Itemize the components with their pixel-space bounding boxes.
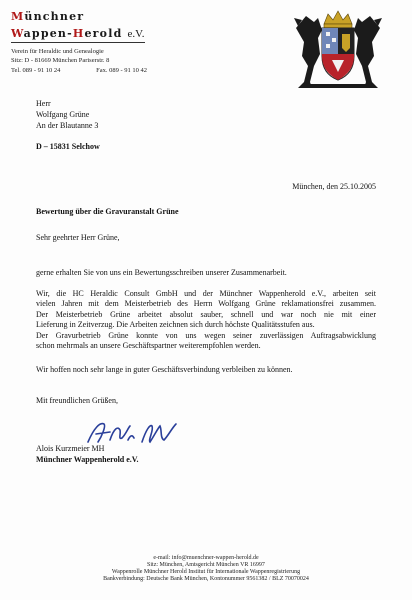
letterhead-accent-letter: W <box>11 27 24 40</box>
letterhead-accent-letter: H <box>72 27 85 40</box>
letterhead-tel: Tel. 089 - 91 10 24 <box>11 67 61 74</box>
letterhead-fax: Fax. 089 - 91 10 42 <box>96 67 147 74</box>
recipient-street: An der Blautanne 3 <box>36 121 99 130</box>
letterhead-subtitle: Verein für Heraldic und Genealogie <box>11 48 104 55</box>
footer-register: Sitz: München, Amtsgericht München VR 16997 <box>147 562 265 568</box>
letterhead-title-word2: appen <box>23 27 68 40</box>
letterhead-title-word3: erold <box>84 27 123 40</box>
letterhead-rule <box>11 42 145 43</box>
footer-email: e-mail: info@muenchner-wappen-herold.de <box>153 555 259 561</box>
letter-intro: gerne erhalten Sie von uns ein Bewertungsschreiben unserer Zusammenarbeit. <box>36 268 287 277</box>
letterhead-title-word1: ünchner <box>24 10 85 23</box>
signer-organization: Münchner Wappenherold e.V. <box>36 455 139 464</box>
letter-hope: Wir hoffen noch sehr lange in guter Geschäftsverbindung verbleiben zu können. <box>36 365 293 374</box>
body-line: Der Gravurbetrieb Grüne konnte von uns wegen seiner zuverlässigen Auftragsabwicklung <box>36 330 376 340</box>
body-line: Wir, die HC Heraldic Consult GmbH und der Münchner Wappenherold e.V., arbeiten seit <box>36 289 376 298</box>
footer-institute: Wappenrolle Münchner Herold Institut für Internationale Wappenregistrierung <box>111 569 301 575</box>
recipient-salutation: Herr <box>36 99 51 108</box>
letterhead-title-line2 <box>11 27 144 40</box>
footer-bank: Bankverbindung: Deutsche Bank München, Kontonummer 9561382 / BLZ 70070024 <box>103 576 309 582</box>
letterhead-dash: - <box>67 27 73 40</box>
letterhead-title-line1 <box>11 10 84 23</box>
signer-name: Alois Kurzmeier MH <box>36 444 105 453</box>
letter-date: München, den 25.10.2005 <box>292 182 376 191</box>
letter-greeting: Sehr geehrter Herr Grüne, <box>36 233 120 242</box>
recipient-city: D – 15831 Selchow <box>36 142 100 151</box>
letterhead-contact <box>11 67 147 74</box>
body-line: schon mehrmals an unsere Geschäftspartner weiterempfohlen werden. <box>36 341 261 351</box>
recipient-name: Wolfgang Grüne <box>36 110 90 119</box>
letterhead-accent-letter: M <box>11 10 25 23</box>
body-line: vielen Jahren mit dem Meisterbetrieb des Herrn Wolfgang Grüne reklamationsfrei zusammen. <box>36 299 376 309</box>
body-line: Der Meisterbetrieb Grüne arbeitet absolut sauber, schnell und war noch nie mit einer <box>36 309 376 319</box>
letterhead-address: Sitz: D - 81669 München Pariserstr. 8 <box>11 57 110 64</box>
letter-main-paragraph <box>36 289 376 351</box>
body-line: Lieferung in Zeitverzug. Die Arbeiten zeichnen sich durch höchste Qualitätsstufen aus. <box>36 320 315 330</box>
coat-of-arms-icon <box>292 8 384 90</box>
letterhead-ev: e.V. <box>127 28 145 40</box>
letter-closing: Mit freundlichen Grüßen, <box>36 396 118 405</box>
letter-subject: Bewertung über die Gravuranstalt Grüne <box>36 207 179 216</box>
